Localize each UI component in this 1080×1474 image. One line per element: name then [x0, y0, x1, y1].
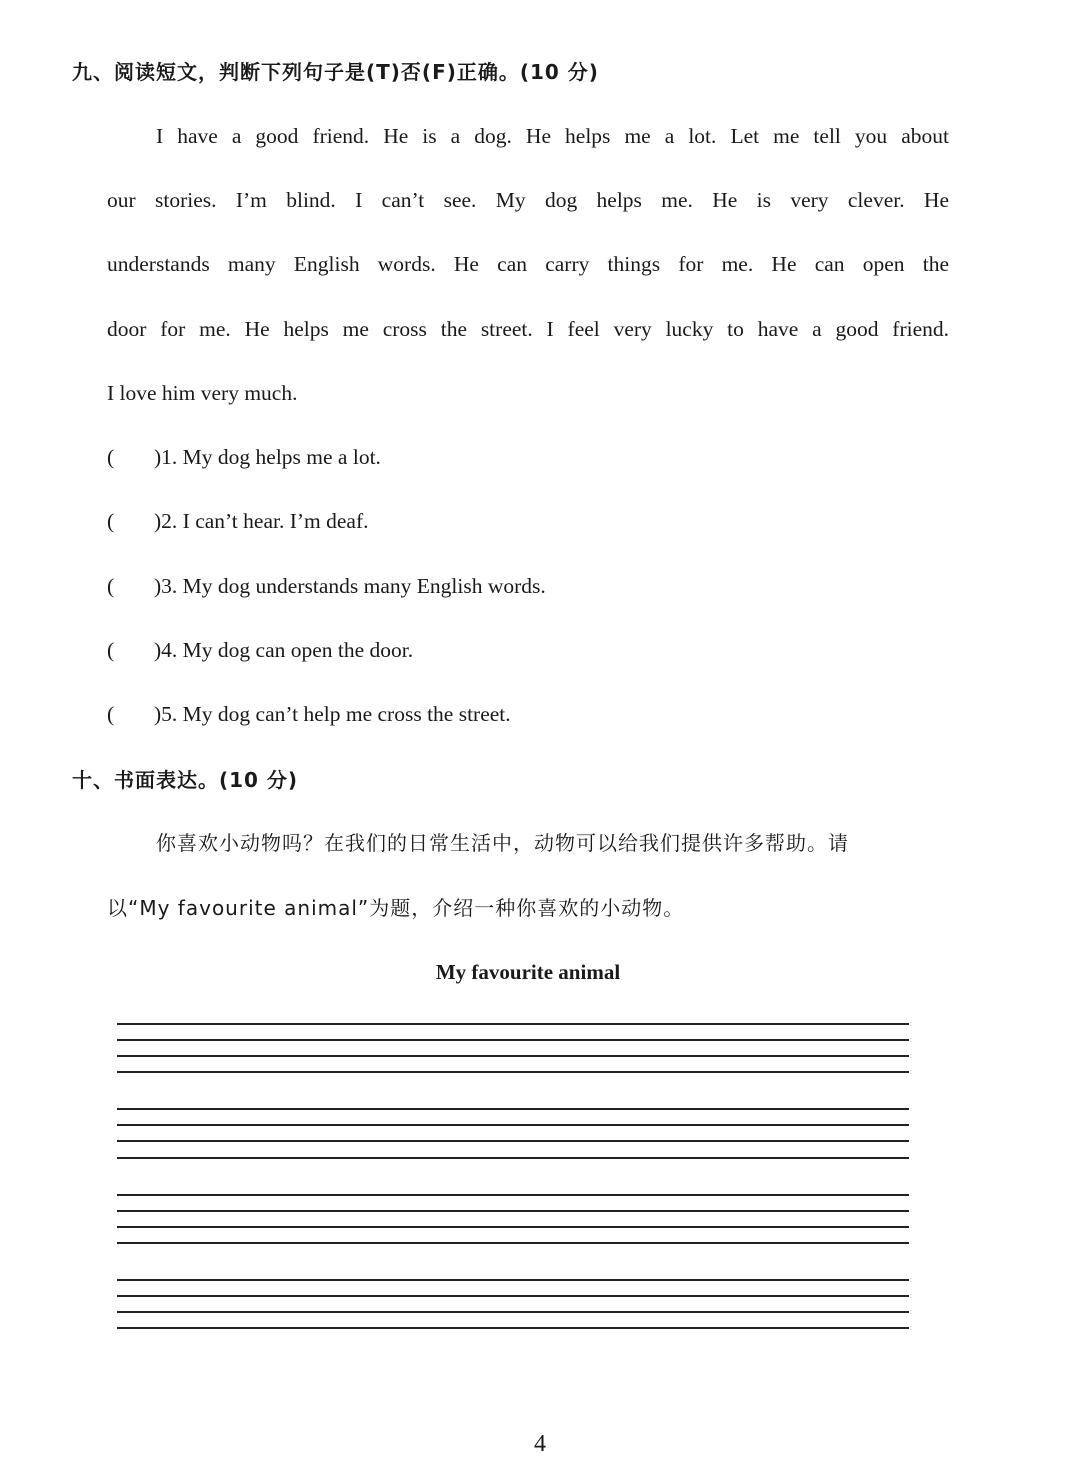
passage-line-2: our stories. I’m blind. I can’t see. My dog helps me. He is very clever. He: [107, 188, 949, 212]
question-text: )1. My dog helps me a lot.: [154, 445, 381, 469]
section-9-heading: 九、阅读短文，判断下列句子是(T)否(F)正确。(10 分): [72, 60, 599, 84]
writing-line[interactable]: [117, 1023, 909, 1025]
writing-line[interactable]: [117, 1108, 909, 1110]
writing-line[interactable]: [117, 1279, 909, 1281]
question-5[interactable]: [107, 704, 511, 726]
section-10-heading: 十、书面表达。(10 分): [72, 768, 299, 792]
writing-line[interactable]: [117, 1295, 909, 1297]
writing-prompt-line-1: 你喜欢小动物吗？在我们的日常生活中，动物可以给我们提供许多帮助。请: [156, 831, 849, 855]
answer-bracket[interactable]: (: [107, 702, 115, 726]
writing-line[interactable]: [117, 1311, 909, 1313]
question-3[interactable]: [107, 576, 546, 598]
essay-title: My favourite animal: [435, 960, 621, 984]
writing-line[interactable]: [117, 1124, 909, 1126]
writing-prompt-line-2: 以“My favourite animal”为题，介绍一种你喜欢的小动物。: [107, 896, 685, 920]
writing-line[interactable]: [117, 1226, 909, 1228]
passage-line-3: understands many English words. He can carry things for me. He can open the: [107, 252, 949, 276]
writing-line[interactable]: [117, 1242, 909, 1244]
question-text: )2. I can’t hear. I’m deaf.: [154, 509, 369, 533]
writing-line[interactable]: [117, 1140, 909, 1142]
writing-line[interactable]: [117, 1327, 909, 1329]
question-4[interactable]: [107, 640, 413, 662]
question-text: )4. My dog can open the door.: [154, 638, 414, 662]
answer-bracket[interactable]: (: [107, 509, 115, 533]
passage-line-4: door for me. He helps me cross the street. I feel very lucky to have a good friend.: [107, 317, 949, 341]
answer-bracket[interactable]: (: [107, 445, 115, 469]
writing-line[interactable]: [117, 1039, 909, 1041]
answer-bracket[interactable]: (: [107, 574, 115, 598]
writing-line[interactable]: [117, 1210, 909, 1212]
question-1[interactable]: [107, 447, 381, 469]
writing-line[interactable]: [117, 1055, 909, 1057]
writing-line[interactable]: [117, 1071, 909, 1073]
question-text: )5. My dog can’t help me cross the street.: [154, 702, 511, 726]
page-number: 4: [534, 1431, 546, 1457]
question-text: )3. My dog understands many English words.: [154, 574, 546, 598]
answer-bracket[interactable]: (: [107, 638, 115, 662]
question-2[interactable]: [107, 511, 369, 533]
passage-line-5: I love him very much.: [107, 381, 298, 405]
writing-line[interactable]: [117, 1157, 909, 1159]
writing-line[interactable]: [117, 1194, 909, 1196]
passage-line-1: I have a good friend. He is a dog. He helps me a lot. Let me tell you about: [156, 124, 949, 148]
